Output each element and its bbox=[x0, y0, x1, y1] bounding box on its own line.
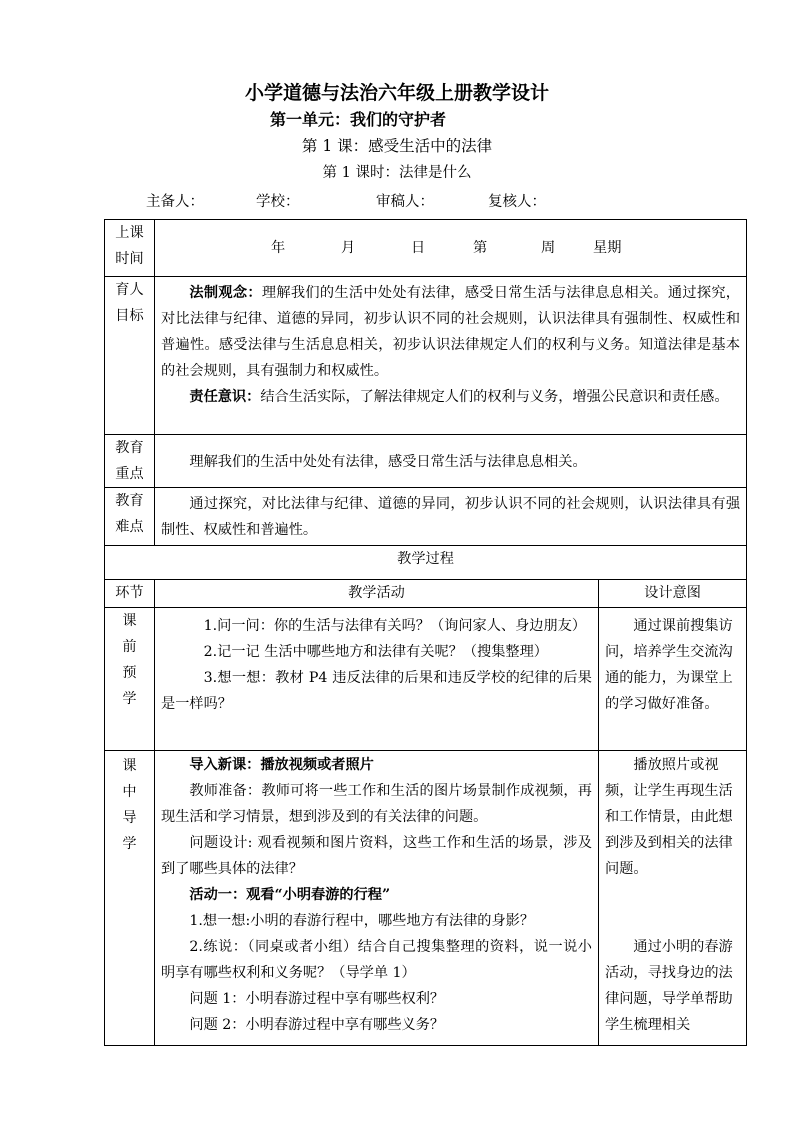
guided-label: 课 中 导 学 bbox=[105, 751, 155, 1046]
question-design: 问题设计: 观看视频和图片资料，这些工作和生活的场景，涉及到了哪些具体的法律？ bbox=[161, 835, 592, 877]
guided-intent bbox=[599, 751, 747, 1046]
preparer-label: 主备人： bbox=[146, 194, 204, 210]
day-field: 日 bbox=[411, 240, 426, 256]
process-title-row bbox=[105, 546, 747, 580]
preview-label: 课 前 预 学 bbox=[105, 608, 155, 751]
difficulties-cell: 通过探究，对比法律与纪律、道德的异同，初步认识不同的社会规则，认识法律具有强制性、权威性和普遍性。 bbox=[155, 488, 747, 546]
activity-one-heading: 活动一：观看“小明春游的行程” bbox=[189, 887, 391, 903]
goals-cell bbox=[155, 277, 747, 435]
time-cell bbox=[155, 220, 747, 277]
reviewer-label: 审稿人： bbox=[376, 194, 434, 210]
goals-row bbox=[105, 277, 747, 435]
activity-question: 问题 1：小明春游过程中享有哪些权利？ bbox=[189, 991, 445, 1007]
month-field: 月 bbox=[341, 240, 356, 256]
goal-responsibility: 责任意识：结合生活实际，了解法律规定人们的权利与义务，增强公民意识和责任感。 bbox=[189, 389, 729, 405]
process-title: 教学过程 bbox=[105, 546, 747, 580]
time-row bbox=[105, 220, 747, 277]
year-field: 年 bbox=[271, 240, 286, 256]
column-intent: 设计意图 bbox=[599, 580, 747, 608]
document-title: 小学道德与法治六年级上册教学设计 bbox=[244, 82, 549, 104]
intent-text: 通过小明的春游活动，寻找身边的法律问题，导学单帮助学生梳理相关 bbox=[605, 939, 733, 1033]
difficulties-row bbox=[105, 488, 747, 546]
checker-label: 复核人： bbox=[488, 194, 546, 210]
unit-title: 第一单元：我们的守护者 bbox=[270, 110, 447, 129]
lesson-plan-table bbox=[104, 219, 747, 1046]
activity-step: 1.想一想:小明的春游行程中，哪些地方有法律的身影？ bbox=[189, 913, 535, 929]
period-title: 第 1 课时：法律是什么 bbox=[322, 165, 472, 181]
teacher-prep: 教师准备：教师可将一些工作和生活的图片场景制作成视频，再现生活和学习情景，想到涉及到的有关法律的问题。 bbox=[161, 783, 592, 825]
preview-item: 1.问一问：你的生活与法律有关吗？（询问家人、身边朋友） bbox=[203, 618, 587, 634]
column-activity: 教学活动 bbox=[155, 580, 599, 608]
week-prefix: 第 bbox=[473, 240, 488, 256]
lesson-title: 第 1 课：感受生活中的法律 bbox=[301, 137, 493, 155]
preview-activities bbox=[155, 608, 599, 751]
weekday-field: 星期 bbox=[593, 240, 622, 256]
key-points-cell: 理解我们的生活中处处有法律，感受日常生活与法律息息相关。 bbox=[155, 435, 747, 488]
intent-text: 播放照片或视频，让学生再现生活和工作情景，由此想到涉及到相关的法律问题。 bbox=[605, 757, 733, 877]
activity-step: 2.练说：（同桌或者小组）结合自己搜集整理的资料，说一说小明享有哪些权利和义务呢？（导学单 1） bbox=[161, 939, 592, 981]
column-header-row bbox=[105, 580, 747, 608]
week-suffix: 周 bbox=[541, 240, 556, 256]
preview-item: 2.记一记 生活中哪些地方和法律有关呢？（搜集整理） bbox=[203, 644, 548, 660]
preview-item: 3.想一想：教材 P4 违反法律的后果和违反学校的纪律的后果是一样吗？ bbox=[161, 670, 592, 712]
guided-activities bbox=[155, 751, 599, 1046]
goal-law-concept: 法制观念：理解我们的生活中处处有法律，感受日常生活与法律息息相关。通过探究，对比法律与纪律、道德的异同，初步认识不同的社会规则，认识法律具有强制性、权威性和普遍性。感受法律与生活息息相关，初步认识法律规定人们的权利与义务。知道法律是基本的社会规则，具有强制力和权威性。 bbox=[161, 285, 741, 379]
time-label: 上课 时间 bbox=[105, 220, 155, 277]
key-points-row bbox=[105, 435, 747, 488]
key-points-label: 教育 重点 bbox=[105, 435, 155, 488]
guided-row bbox=[105, 751, 747, 1046]
activity-question: 问题 2：小明春游过程中享有哪些义务？ bbox=[189, 1017, 445, 1033]
preview-intent: 通过课前搜集访问，培养学生交流沟通的能力，为课堂上的学习做好准备。 bbox=[599, 608, 747, 751]
intro-heading: 导入新课：播放视频或者照片 bbox=[189, 757, 374, 773]
column-stage: 环节 bbox=[105, 580, 155, 608]
goals-label: 育人 目标 bbox=[105, 277, 155, 435]
school-label: 学校： bbox=[256, 194, 300, 210]
difficulties-label: 教育 难点 bbox=[105, 488, 155, 546]
preview-row bbox=[105, 608, 747, 751]
